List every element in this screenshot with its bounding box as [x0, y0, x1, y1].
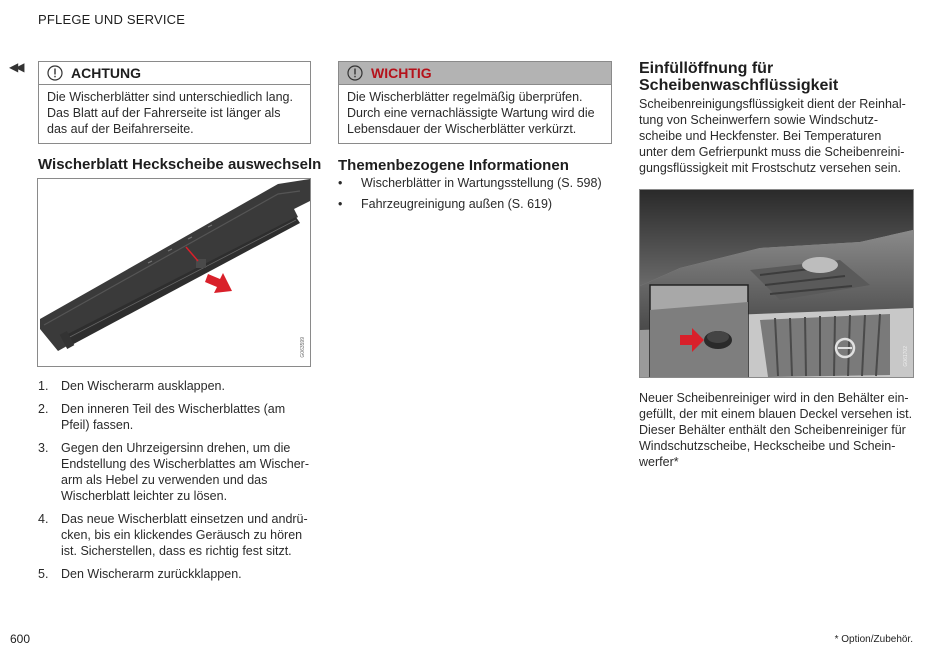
figure-id: G063599 [300, 337, 306, 358]
topic-text[interactable]: Wischerblätter in Wartungsstellung (S. 598) [361, 176, 602, 190]
step-text [61, 440, 309, 504]
text-line: scheibe und Heckfenster. Bei Temperaturen [639, 129, 882, 143]
step-number: 2. [38, 402, 49, 416]
text-line: Pfeil) fassen. [61, 418, 134, 432]
step-item [38, 511, 313, 559]
text-line: Die Wischerblätter regelmäßig überprüfen. [347, 90, 583, 104]
text-line: Den Wischerarm ausklappen. [61, 379, 225, 393]
important-text [339, 85, 611, 145]
bullet: • [338, 176, 343, 190]
heading-washer-fluid [639, 60, 838, 94]
text-line: Gegen den Uhrzeigersinn drehen, um die [61, 441, 291, 455]
text-line: Den inneren Teil des Wischerblattes (am [61, 402, 286, 416]
important-circle-icon [347, 65, 363, 81]
heading-related-info: Themenbezogene Informationen [338, 157, 569, 174]
text-line: Wischerblatt leichter zu lösen. [61, 489, 228, 503]
washer-intro-text [639, 96, 929, 176]
text-line: cken, bis ein klickendes Geräusch zu hören [61, 528, 303, 542]
section-title: PFLEGE UND SERVICE [38, 12, 186, 27]
related-topics-list [338, 175, 618, 217]
text-line: Dieser Behälter enthält den Scheibenreiniger für [639, 423, 906, 437]
important-label: WICHTIG [371, 65, 432, 81]
step-text [61, 378, 225, 394]
step-number: 3. [38, 441, 49, 455]
text-line: Scheibenreinigungsflüssigkeit dient der Reinhal- [639, 97, 906, 111]
steps-list [38, 378, 313, 589]
important-header [339, 62, 611, 85]
engine-bay-illustration [640, 190, 913, 377]
heading-line: Einfüllöffnung für [639, 60, 774, 77]
wiper-blade-figure [37, 178, 311, 367]
text-line: gefüllt, der mit einem blauen Deckel versehen ist. [639, 407, 913, 421]
heading-line: Scheibenwaschflüssigkeit [639, 77, 839, 94]
wiper-blade-illustration [38, 179, 310, 366]
figure-id: G061702 [903, 346, 909, 367]
topic-link[interactable] [338, 175, 618, 191]
warning-label: ACHTUNG [71, 65, 141, 81]
step-number: 5. [38, 567, 49, 581]
step-number: 1. [38, 379, 49, 393]
step-item [38, 440, 313, 504]
topic-text[interactable]: Fahrzeugreinigung außen (S. 619) [361, 197, 553, 211]
warning-box [38, 61, 311, 144]
engine-bay-figure [639, 189, 914, 378]
text-line: Das Blatt auf der Fahrerseite ist länger als [47, 106, 281, 120]
important-box [338, 61, 612, 144]
step-text [61, 511, 308, 559]
back-nav-icon[interactable]: ◀◀ [9, 60, 22, 74]
footnote: * Option/Zubehör. [834, 634, 913, 645]
step-item [38, 378, 313, 394]
text-line: Den Wischerarm zurückklappen. [61, 567, 242, 581]
text-line: Durch eine vernachlässigte Wartung wird die [347, 106, 595, 120]
text-line: Die Wischerblätter sind unterschiedlich lang. [47, 90, 293, 104]
text-line: Endstellung des Wischerblattes am Wischer- [61, 457, 310, 471]
text-line: Windschutzscheibe, Heckscheibe und Schein- [639, 439, 896, 453]
warning-circle-icon [47, 65, 63, 81]
step-text [61, 566, 242, 582]
text-line: Das neue Wischerblatt einsetzen und andrü- [61, 512, 308, 526]
step-text [61, 401, 285, 433]
bullet: • [338, 197, 343, 211]
text-line: arm als Hebel zu verwenden und das [61, 473, 268, 487]
text-line: ist. Sicherstellen, dass es richtig fest sitzt. [61, 544, 292, 558]
warning-text [39, 85, 310, 145]
text-line: Neuer Scheibenreiniger wird in den Behälter ein- [639, 391, 909, 405]
topic-link[interactable] [338, 196, 618, 212]
text-line: tung von Scheinwerfern sowie Windschutz- [639, 113, 879, 127]
warning-header [39, 62, 310, 85]
text-line: werfer* [639, 455, 679, 469]
page-number: 600 [10, 632, 31, 646]
step-number: 4. [38, 512, 49, 526]
washer-body-text [639, 390, 929, 470]
text-line: unter dem Gefrierpunkt muss die Scheibenreini- [639, 145, 905, 159]
step-item [38, 401, 313, 433]
text-line: das auf der Beifahrerseite. [47, 122, 194, 136]
text-line: Lebensdauer der Wischerblätter verkürzt. [347, 122, 577, 136]
text-line: gungsflüssigkeit mit Frostschutz versehen sein. [639, 161, 901, 175]
step-item [38, 566, 313, 582]
heading-wiper-rear: Wischerblatt Heckscheibe auswechseln [38, 156, 322, 173]
